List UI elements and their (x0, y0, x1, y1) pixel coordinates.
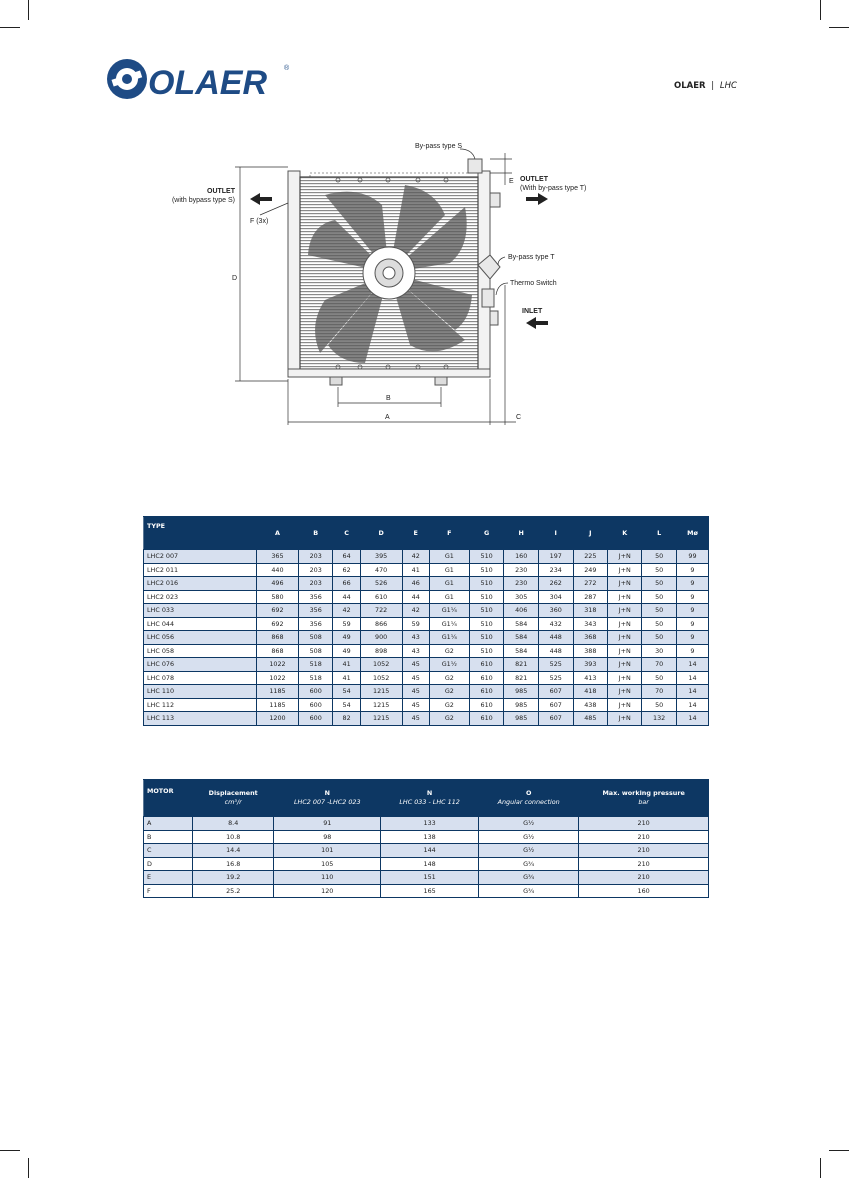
table-cell: 1185 (257, 698, 299, 712)
table-cell: 470 (360, 563, 402, 577)
table-row (144, 631, 709, 645)
crop-mark-br-h (829, 1150, 849, 1151)
table-cell: 14 (676, 658, 708, 672)
table-cell: G¾ (479, 884, 579, 898)
table-row (144, 577, 709, 591)
table-cell: 985 (504, 698, 539, 712)
table-cell: 66 (333, 577, 360, 591)
table-cell: LHC 033 (144, 604, 257, 618)
col-header: K (608, 517, 642, 550)
table-cell: 50 (642, 577, 677, 591)
table-cell: J+N (608, 590, 642, 604)
table-cell: 14 (676, 698, 708, 712)
table-cell: 210 (579, 871, 709, 885)
table-cell: E (144, 871, 193, 885)
table-cell: J+N (608, 563, 642, 577)
table-cell: 9 (676, 631, 708, 645)
table-cell: 43 (402, 644, 429, 658)
table-row (144, 671, 709, 685)
table-row (144, 550, 709, 564)
table-cell: 368 (573, 631, 608, 645)
col-header: A (257, 517, 299, 550)
olaer-logo (104, 56, 294, 102)
table-cell: G¾ (479, 857, 579, 871)
table-cell: 607 (538, 685, 573, 699)
col-header: MOTOR (144, 780, 193, 817)
table-cell: 70 (642, 658, 677, 672)
table-cell: 600 (298, 698, 333, 712)
cooler-dimension-drawing (160, 135, 600, 435)
table-cell: G½ (479, 844, 579, 858)
table-cell: 343 (573, 617, 608, 631)
table-cell: 304 (538, 590, 573, 604)
table-cell: 8.4 (193, 817, 274, 831)
table-cell: 868 (257, 631, 299, 645)
table-cell: 1215 (360, 685, 402, 699)
table-cell: 821 (504, 671, 539, 685)
table-cell: 525 (538, 658, 573, 672)
col-header: I (538, 517, 573, 550)
table-cell: 45 (402, 698, 429, 712)
table-cell: 41 (333, 658, 360, 672)
table-cell: 44 (402, 590, 429, 604)
table-cell: 197 (538, 550, 573, 564)
label-thermo-switch: Thermo Switch (510, 280, 557, 287)
table-cell: F (144, 884, 193, 898)
table-cell: 54 (333, 698, 360, 712)
col-header: E (402, 517, 429, 550)
table-cell: 510 (469, 577, 504, 591)
table-cell: LHC 044 (144, 617, 257, 631)
table-cell: 510 (469, 604, 504, 618)
table-cell: 49 (333, 644, 360, 658)
table-cell: 510 (469, 590, 504, 604)
table-row (144, 644, 709, 658)
table-cell: 50 (642, 631, 677, 645)
table-cell: G1¼ (429, 604, 469, 618)
label-e: E (509, 178, 514, 185)
table-cell: 9 (676, 644, 708, 658)
crop-mark-tl-h (0, 27, 20, 28)
table-cell: 985 (504, 712, 539, 726)
table-cell: A (144, 817, 193, 831)
table-cell: 230 (504, 563, 539, 577)
header-brand: OLAER (674, 81, 706, 91)
table-cell: 692 (257, 617, 299, 631)
table-cell: 393 (573, 658, 608, 672)
svg-text:®: ® (284, 65, 290, 72)
table-cell: 98 (274, 830, 381, 844)
table-cell: 9 (676, 577, 708, 591)
table-cell: 318 (573, 604, 608, 618)
table-cell: 440 (257, 563, 299, 577)
table-cell: 356 (298, 604, 333, 618)
col-header: Displacement cm³/r (193, 780, 274, 817)
table-cell: 868 (257, 644, 299, 658)
table-cell: 360 (538, 604, 573, 618)
table-cell: 203 (298, 563, 333, 577)
table-cell: G½ (479, 817, 579, 831)
table-cell: 70 (642, 685, 677, 699)
table-cell: 14 (676, 712, 708, 726)
table-cell: 900 (360, 631, 402, 645)
table-cell: C (144, 844, 193, 858)
table-cell: 287 (573, 590, 608, 604)
table-cell: 210 (579, 830, 709, 844)
label-f: F (3x) (250, 218, 269, 225)
table-cell: 14 (676, 685, 708, 699)
header-brand-label (674, 81, 737, 91)
table-row (144, 685, 709, 699)
table-cell: 50 (642, 550, 677, 564)
table-cell: 45 (402, 658, 429, 672)
table-cell: 234 (538, 563, 573, 577)
table-cell: B (144, 830, 193, 844)
table-cell: 413 (573, 671, 608, 685)
table-cell: 1022 (257, 671, 299, 685)
table-cell: LHC2 016 (144, 577, 257, 591)
table-cell: 388 (573, 644, 608, 658)
table-cell: 210 (579, 857, 709, 871)
col-header: TYPE (144, 517, 257, 550)
table-cell: G1 (429, 577, 469, 591)
table-cell: 610 (469, 658, 504, 672)
table-row (144, 830, 709, 844)
crop-mark-tr-v (820, 0, 821, 20)
table-cell: 42 (402, 550, 429, 564)
crop-mark-tr-h (829, 27, 849, 28)
table-cell: J+N (608, 698, 642, 712)
table-cell: 365 (257, 550, 299, 564)
col-header: L (642, 517, 677, 550)
table-cell: 722 (360, 604, 402, 618)
table-cell: 144 (381, 844, 479, 858)
table-cell: LHC2 011 (144, 563, 257, 577)
table-cell: 10.8 (193, 830, 274, 844)
table-cell: 600 (298, 712, 333, 726)
table-cell: 50 (642, 590, 677, 604)
table-cell: 50 (642, 563, 677, 577)
col-header: N LHC 033 - LHC 112 (381, 780, 479, 817)
table-cell: 448 (538, 631, 573, 645)
table-cell: 610 (469, 712, 504, 726)
table-row (144, 563, 709, 577)
table-cell: 518 (298, 671, 333, 685)
table-cell: 44 (333, 590, 360, 604)
table-cell: 508 (298, 644, 333, 658)
table-cell: J+N (608, 604, 642, 618)
table-cell: 821 (504, 658, 539, 672)
table-cell: G1 (429, 590, 469, 604)
table-cell: 584 (504, 617, 539, 631)
table-cell: 9 (676, 563, 708, 577)
table-cell: 203 (298, 550, 333, 564)
table-cell: 210 (579, 844, 709, 858)
table-cell: 14 (676, 671, 708, 685)
table-row (144, 698, 709, 712)
table-cell: J+N (608, 685, 642, 699)
table-cell: 1215 (360, 698, 402, 712)
table-cell: 584 (504, 644, 539, 658)
table-cell: J+N (608, 631, 642, 645)
col-header: O Angular connection (479, 780, 579, 817)
table-cell: G¾ (479, 871, 579, 885)
table-cell: J+N (608, 644, 642, 658)
table-cell: 14.4 (193, 844, 274, 858)
label-b: B (386, 395, 391, 402)
table-cell: 985 (504, 685, 539, 699)
table-cell: 210 (579, 817, 709, 831)
table-cell: LHC 058 (144, 644, 257, 658)
table-cell: 25.2 (193, 884, 274, 898)
table-cell: J+N (608, 658, 642, 672)
table-cell: G2 (429, 671, 469, 685)
table-cell: J+N (608, 577, 642, 591)
motor-table (143, 779, 709, 898)
table-row (144, 617, 709, 631)
table-cell: 866 (360, 617, 402, 631)
table-cell: 225 (573, 550, 608, 564)
col-header: G (469, 517, 504, 550)
col-header: Mø (676, 517, 708, 550)
col-header: B (298, 517, 333, 550)
table-cell: 1052 (360, 671, 402, 685)
table-cell: 526 (360, 577, 402, 591)
table-cell: 30 (642, 644, 677, 658)
table-cell: 580 (257, 590, 299, 604)
table-cell: 448 (538, 644, 573, 658)
table-cell: 120 (274, 884, 381, 898)
table-cell: 82 (333, 712, 360, 726)
table-cell: 41 (333, 671, 360, 685)
table-cell: 9 (676, 604, 708, 618)
table-cell: G2 (429, 644, 469, 658)
table-row (144, 817, 709, 831)
col-header: J (573, 517, 608, 550)
table-cell: 584 (504, 631, 539, 645)
table-cell: 262 (538, 577, 573, 591)
table-cell: 203 (298, 577, 333, 591)
table-cell: 19.2 (193, 871, 274, 885)
table-cell: 692 (257, 604, 299, 618)
table-cell: 607 (538, 712, 573, 726)
table-cell: 59 (402, 617, 429, 631)
dimensions-table-body (144, 550, 709, 726)
table-cell: 898 (360, 644, 402, 658)
table-cell: G2 (429, 698, 469, 712)
table-cell: 610 (360, 590, 402, 604)
table-cell: 42 (333, 604, 360, 618)
table-cell: 132 (642, 712, 677, 726)
table-row (144, 712, 709, 726)
table-cell: D (144, 857, 193, 871)
table-cell: 54 (333, 685, 360, 699)
table-cell: LHC 110 (144, 685, 257, 699)
logo-wordmark: OLAER (148, 64, 267, 102)
table-cell: 305 (504, 590, 539, 604)
table-cell: 485 (573, 712, 608, 726)
table-cell: 110 (274, 871, 381, 885)
table-cell: J+N (608, 617, 642, 631)
crop-mark-tl-v (28, 0, 29, 20)
table-cell: 42 (402, 604, 429, 618)
table-cell: LHC 113 (144, 712, 257, 726)
label-outlet-right-sub: (With by-pass type T) (520, 185, 587, 192)
col-header: C (333, 517, 360, 550)
table-cell: 610 (469, 671, 504, 685)
table-cell: 510 (469, 550, 504, 564)
table-cell: 50 (642, 604, 677, 618)
table-cell: LHC 078 (144, 671, 257, 685)
crop-mark-br-v (820, 1158, 821, 1178)
table-cell: J+N (608, 712, 642, 726)
table-cell: G1 (429, 550, 469, 564)
table-cell: 101 (274, 844, 381, 858)
table-cell: 525 (538, 671, 573, 685)
table-cell: G½ (479, 830, 579, 844)
table-row (144, 658, 709, 672)
table-cell: 148 (381, 857, 479, 871)
table-cell: 160 (504, 550, 539, 564)
crop-mark-bl-v (28, 1158, 29, 1178)
table-cell: LHC2 007 (144, 550, 257, 564)
col-header: F (429, 517, 469, 550)
table-cell: 510 (469, 617, 504, 631)
table-cell: 508 (298, 631, 333, 645)
table-cell: 272 (573, 577, 608, 591)
table-cell: 151 (381, 871, 479, 885)
table-cell: 1200 (257, 712, 299, 726)
table-cell: 518 (298, 658, 333, 672)
col-header: D (360, 517, 402, 550)
table-cell: G2 (429, 685, 469, 699)
table-row (144, 884, 709, 898)
table-cell: 50 (642, 671, 677, 685)
table-cell: 45 (402, 712, 429, 726)
label-bypass-t: By-pass type T (508, 254, 555, 261)
table-cell: LHC 112 (144, 698, 257, 712)
label-a: A (385, 414, 390, 421)
label-outlet-left: OUTLET (207, 188, 235, 195)
dimensions-table (143, 516, 709, 726)
col-header: Max. working pressure bar (579, 780, 709, 817)
table-cell: 249 (573, 563, 608, 577)
table-cell: 43 (402, 631, 429, 645)
table-cell: 41 (402, 563, 429, 577)
table-cell: 610 (469, 685, 504, 699)
table-row (144, 844, 709, 858)
table-cell: 59 (333, 617, 360, 631)
table-cell: 1215 (360, 712, 402, 726)
label-outlet-left-sub: (with bypass type S) (171, 197, 235, 204)
table-cell: 45 (402, 685, 429, 699)
table-cell: LHC 056 (144, 631, 257, 645)
label-outlet-right: OUTLET (520, 176, 548, 183)
label-bypass-s: By-pass type S (415, 143, 463, 150)
label-d: D (232, 275, 238, 282)
table-cell: 418 (573, 685, 608, 699)
table-cell: G1½ (429, 658, 469, 672)
table-cell: J+N (608, 671, 642, 685)
table-cell: 133 (381, 817, 479, 831)
table-cell: G2 (429, 712, 469, 726)
table-cell: J+N (608, 550, 642, 564)
table-cell: LHC 076 (144, 658, 257, 672)
table-cell: 600 (298, 685, 333, 699)
crop-mark-bl-h (0, 1150, 20, 1151)
table-header-row (144, 517, 709, 550)
table-cell: 99 (676, 550, 708, 564)
label-c: C (516, 414, 522, 421)
table-cell: 610 (469, 698, 504, 712)
table-cell: 45 (402, 671, 429, 685)
table-cell: 50 (642, 698, 677, 712)
table-cell: 230 (504, 577, 539, 591)
table-cell: 356 (298, 590, 333, 604)
table-header-row (144, 780, 709, 817)
table-cell: 1052 (360, 658, 402, 672)
col-header: H (504, 517, 539, 550)
col-header: N LHC2 007 -LHC2 023 (274, 780, 381, 817)
table-cell: 432 (538, 617, 573, 631)
header-product: LHC (719, 81, 737, 91)
table-row (144, 590, 709, 604)
table-cell: 91 (274, 817, 381, 831)
table-cell: G1¼ (429, 631, 469, 645)
label-inlet: INLET (522, 308, 543, 315)
table-cell: LHC2 023 (144, 590, 257, 604)
table-cell: 105 (274, 857, 381, 871)
table-cell: 138 (381, 830, 479, 844)
table-row (144, 604, 709, 618)
table-cell: 438 (573, 698, 608, 712)
table-cell: 64 (333, 550, 360, 564)
table-cell: 406 (504, 604, 539, 618)
table-cell: G1 (429, 563, 469, 577)
table-cell: 160 (579, 884, 709, 898)
table-cell: 165 (381, 884, 479, 898)
table-cell: 46 (402, 577, 429, 591)
table-cell: G1¼ (429, 617, 469, 631)
table-cell: 16.8 (193, 857, 274, 871)
table-cell: 50 (642, 617, 677, 631)
table-cell: 49 (333, 631, 360, 645)
table-cell: 9 (676, 617, 708, 631)
table-cell: 510 (469, 563, 504, 577)
table-cell: 510 (469, 644, 504, 658)
table-cell: 1185 (257, 685, 299, 699)
header-separator: | (711, 81, 715, 91)
table-row (144, 871, 709, 885)
table-cell: 1022 (257, 658, 299, 672)
table-cell: 356 (298, 617, 333, 631)
table-row (144, 857, 709, 871)
motor-table-body (144, 817, 709, 898)
table-cell: 62 (333, 563, 360, 577)
table-cell: 607 (538, 698, 573, 712)
table-cell: 510 (469, 631, 504, 645)
table-cell: 9 (676, 590, 708, 604)
table-cell: 395 (360, 550, 402, 564)
table-cell: 496 (257, 577, 299, 591)
